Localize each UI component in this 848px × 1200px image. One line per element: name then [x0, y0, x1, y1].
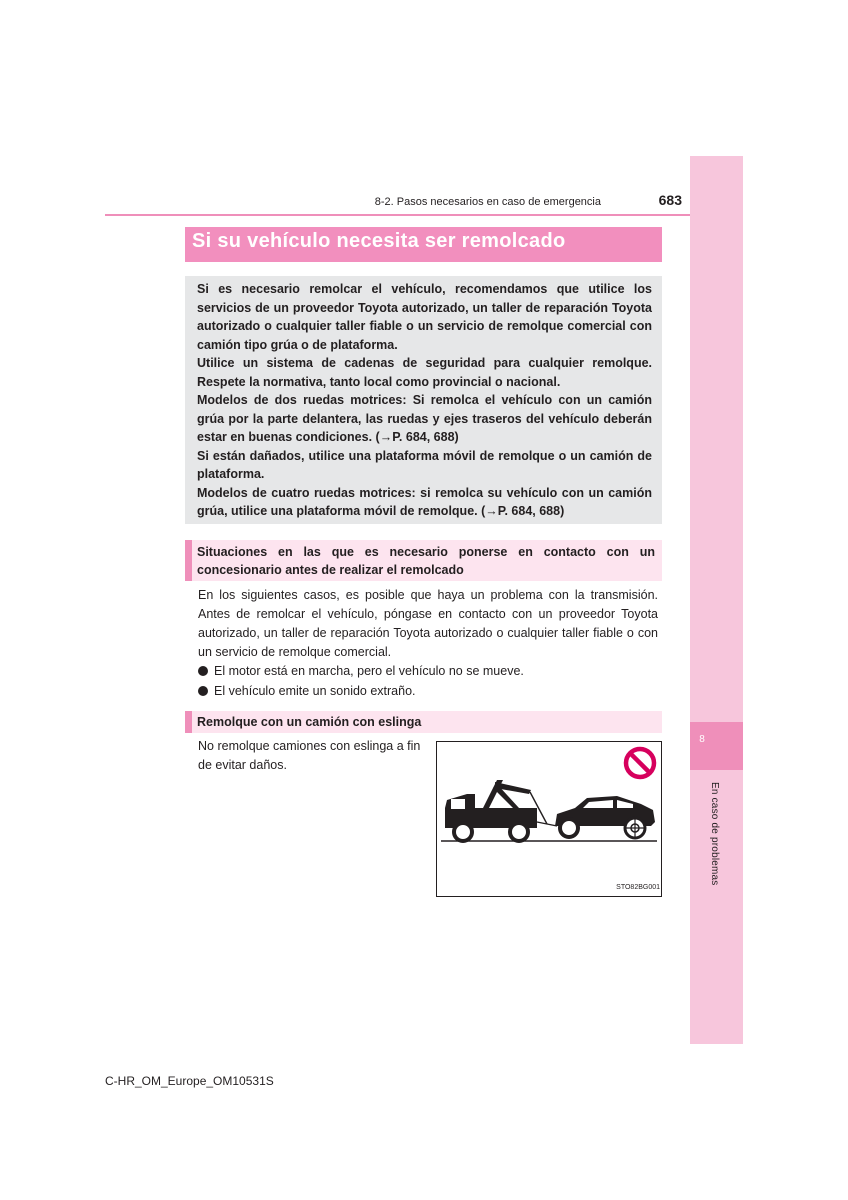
header-rule: [105, 214, 690, 216]
tow-truck-svg: [437, 742, 661, 896]
info-paragraph: Si es necesario remolcar el vehículo, recomendamos que utilice los servicios de un proveedor Toyota autorizado, un taller de reparación Toyota autorizado o cualquier taller fiable o un servicio de remolque comercial con camión tipo grúa o de plataforma.: [197, 282, 652, 352]
dealer-body-text: [198, 586, 658, 662]
towed-car-icon: [555, 796, 655, 838]
subsection-heading-dealer: Situaciones en las que es necesario ponerse en contacto con un concesionario antes de realizar el remolcado: [197, 545, 655, 577]
info-paragraph: Modelos de dos ruedas motrices: Si remolca el vehículo con un camión grúa por la parte delantera, las ruedas y ejes traseros del vehículo deberán estar en buenas condiciones. (→P. 684, 688): [197, 393, 652, 444]
tow-truck-illustration: [436, 741, 662, 897]
subsection-heading-sling: Remolque con un camión con eslinga: [197, 715, 422, 729]
chapter-number: 8: [699, 734, 705, 745]
dealer-paragraph: En los siguientes casos, es posible que haya un problema con la transmisión. Antes de remolcar el vehículo, póngase en contacto con un proveedor Toyota autorizado, un taller de reparación Toyota autorizado o cualquier taller fiable o con un servicio de remolque comercial.: [198, 588, 658, 659]
prohibition-icon: [626, 749, 654, 777]
subsection-heading-bar: [185, 711, 192, 733]
bullet-item: [198, 682, 416, 701]
info-paragraph: Si están dañados, utilice una plataforma móvil de remolque o un camión de plataforma.: [197, 448, 652, 481]
info-paragraph: Utilice un sistema de cadenas de seguridad para cualquier remolque. Respete la normativa, tanto local como provincial o nacional.: [197, 356, 652, 389]
page-title: Si su vehículo necesita ser remolcado: [192, 230, 566, 252]
bullet-text: El vehículo emite un sonido extraño.: [214, 684, 416, 698]
bullet-icon: [198, 666, 208, 676]
info-paragraph: Modelos de cuatro ruedas motrices: si remolca su vehículo con un camión grúa, utilice una plataforma móvil de remolque. (→P. 684, 688): [197, 485, 652, 518]
subsection-heading-bar: [185, 540, 192, 581]
page-number: 683: [658, 192, 682, 208]
bullet-icon: [198, 686, 208, 696]
tow-truck-icon: [445, 780, 557, 841]
bullet-text: El motor está en marcha, pero el vehículo no se mueve.: [214, 664, 524, 678]
side-tab: [690, 156, 743, 1044]
section-header: 8-2. Pasos necesarios en caso de emergencia: [374, 196, 601, 208]
chapter-label: En caso de problemas: [709, 782, 720, 886]
illustration-code: STO82BG001: [616, 884, 660, 891]
side-tab-active-chapter[interactable]: [690, 722, 743, 770]
footer-code: C-HR_OM_Europe_OM10531S: [105, 1074, 274, 1088]
info-box-text: [197, 280, 652, 521]
bullet-item: [198, 662, 524, 681]
sling-body-text: No remolque camiones con eslinga a fin de evitar daños.: [198, 739, 421, 772]
